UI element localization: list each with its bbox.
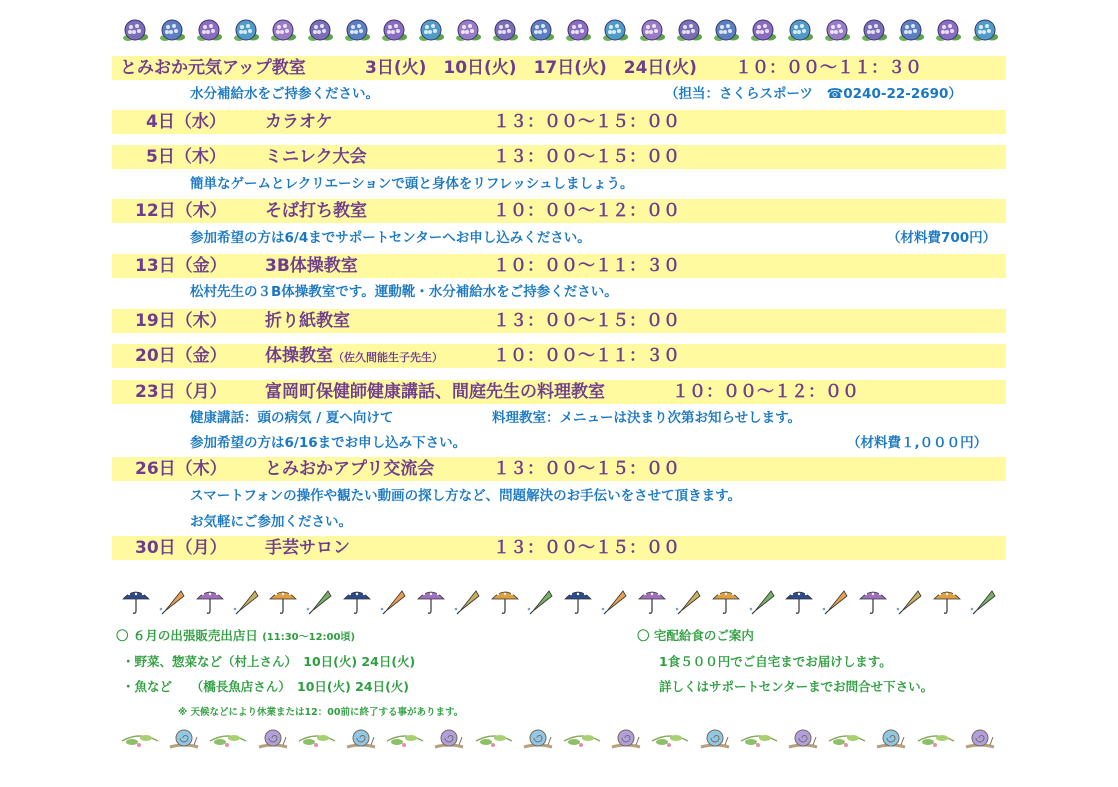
event-title: [265, 344, 443, 370]
leaf-icon: [297, 723, 337, 753]
meal-row: 詳しくはサポートセンターまでお問合せ下さい。: [659, 679, 934, 694]
snail-icon: [341, 723, 381, 753]
umbrella-icon: [231, 585, 263, 615]
umbrella-icon: [304, 585, 336, 615]
snail-icon: [164, 723, 204, 753]
event-title: ミニレク大会: [265, 147, 367, 167]
event-note: スマートフォンの操作や観たい動画の探し方など、問題解決のお手伝いをさせて頂きます。: [190, 488, 742, 504]
sales-hours: (11:30～12:00頃): [262, 632, 356, 643]
event-note: お気軽にご参加ください。: [190, 514, 352, 530]
umbrella-icon: [636, 585, 668, 615]
event-title: とみおかアプリ交流会: [265, 459, 435, 479]
event-time: １０：００～１２：００: [672, 382, 859, 402]
event-time: １０：００～１１：３０: [735, 58, 922, 78]
hydrangea-icon: [453, 17, 483, 45]
event-contact: （担当：さくらスポーツ ☎0240-22-2690）: [665, 86, 962, 102]
umbrella-icon: [857, 585, 889, 615]
sales-title: [116, 627, 355, 647]
hydrangea-icon: [194, 17, 224, 45]
hydrangea-icon: [600, 17, 630, 45]
leaf-icon: [562, 723, 602, 753]
snail-icon: [783, 723, 823, 753]
event-note: 健康講話：頭の病気 / 夏へ向けて: [190, 410, 394, 426]
leaf-icon: [474, 723, 514, 753]
event-day: 20日（金）: [135, 346, 227, 366]
event-time: １３：００～１５：００: [493, 311, 680, 331]
event-time: １３：００～１５：００: [493, 538, 680, 558]
event-title: カラオケ: [265, 112, 333, 132]
umbrella-icon: [783, 585, 815, 615]
umbrella-icon: [562, 585, 594, 615]
hydrangea-icon: [157, 17, 187, 45]
event-time: １０：００～１１：３０: [493, 346, 680, 366]
leaf-icon: [916, 723, 956, 753]
event-time: １３：００～１５：００: [493, 459, 680, 479]
snail-icon: [695, 723, 735, 753]
event-day: 26日（木）: [135, 459, 227, 479]
hydrangea-icon: [637, 17, 667, 45]
snail-icon: [606, 723, 646, 753]
hydrangea-icon: [563, 17, 593, 45]
event-day: 5日（木）: [146, 147, 226, 167]
hydrangea-icon: [970, 17, 1000, 45]
event-time: １３：００～１５：００: [493, 112, 680, 132]
sales-row: ・魚など （橋長魚店さん） 10日(火) 24日(火): [122, 679, 409, 694]
umbrella-icon: [968, 585, 1000, 615]
umbrella-icon: [820, 585, 852, 615]
leaf-icon: [385, 723, 425, 753]
leaf-icon: [208, 723, 248, 753]
umbrella-icon: [525, 585, 557, 615]
event-day: 13日（金）: [135, 256, 227, 276]
leaf-icon: [650, 723, 690, 753]
umbrella-icon: [157, 585, 189, 615]
event-note: 料理教室：メニューは決まり次第お知らせします。: [492, 410, 802, 426]
event-day: 19日（木）: [135, 311, 227, 331]
event-day: 23日（月）: [135, 382, 227, 402]
event-fee: （材料費１,０００円）: [847, 435, 988, 451]
hydrangea-icon: [785, 17, 815, 45]
event-title: 折り紙教室: [265, 311, 350, 331]
event-note: 水分補給水をご持参ください。: [190, 86, 379, 102]
hydrangea-icon: [674, 17, 704, 45]
hydrangea-icon: [526, 17, 556, 45]
umbrella-icon: [599, 585, 631, 615]
leaf-icon: [827, 723, 867, 753]
hydrangea-icon: [379, 17, 409, 45]
event-note: 松村先生の３B体操教室です。運動靴・水分補給水をご持参ください。: [190, 284, 618, 300]
event-time: １３：００～１５：００: [493, 147, 680, 167]
event-time: １０：００～１１：３０: [493, 256, 680, 276]
umbrella-icon: [747, 585, 779, 615]
hydrangea-icon: [490, 17, 520, 45]
umbrella-icon: [931, 585, 963, 615]
snail-icon: [253, 723, 293, 753]
umbrella-icon: [452, 585, 484, 615]
hydrangea-icon: [896, 17, 926, 45]
sales-title-text: 〇 ６月の出張販売出店日: [116, 628, 258, 643]
event-time: １０：００～１２：００: [493, 201, 680, 221]
event-note: 参加希望の方は6/16までお申し込み下さい。: [190, 435, 467, 451]
snail-icon: [960, 723, 1000, 753]
meal-row: 1食５００円でご自宅までお届けします。: [659, 654, 892, 669]
snail-icon: [429, 723, 469, 753]
umbrella-icon: [341, 585, 373, 615]
snail-border: [120, 722, 1000, 754]
event-title: 3B体操教室: [265, 256, 358, 276]
event-dates-genki: 3日(火) 10日(火) 17日(火) 24日(火): [365, 58, 697, 78]
umbrella-icon: [194, 585, 226, 615]
umbrella-icon: [489, 585, 521, 615]
event-name-genki: とみおか元気アップ教室: [120, 58, 306, 78]
leaf-icon: [120, 723, 160, 753]
event-day: 30日（月）: [135, 538, 227, 558]
umbrella-icon: [710, 585, 742, 615]
hydrangea-icon: [268, 17, 298, 45]
snail-icon: [871, 723, 911, 753]
hydrangea-icon: [933, 17, 963, 45]
event-fee: （材料費700円）: [887, 230, 997, 246]
sales-note: ※ 天候などにより休業または12：00前に終了する事があります。: [178, 707, 464, 718]
event-title: 手芸サロン: [265, 538, 350, 558]
umbrella-icon: [894, 585, 926, 615]
hydrangea-border: [120, 16, 1000, 46]
hydrangea-icon: [305, 17, 335, 45]
leaf-icon: [739, 723, 779, 753]
umbrella-icon: [267, 585, 299, 615]
hydrangea-icon: [711, 17, 741, 45]
hydrangea-icon: [231, 17, 261, 45]
umbrella-icon: [415, 585, 447, 615]
event-title-main: 体操教室: [265, 346, 333, 366]
umbrella-border: [120, 584, 1000, 616]
event-day: 12日（木）: [135, 201, 227, 221]
hydrangea-icon: [342, 17, 372, 45]
meal-title: 〇 宅配給食のご案内: [637, 628, 754, 643]
hydrangea-icon: [822, 17, 852, 45]
umbrella-icon: [120, 585, 152, 615]
sales-row: ・野菜、惣菜など（村上さん） 10日(火) 24日(火): [122, 654, 416, 669]
hydrangea-icon: [120, 17, 150, 45]
event-day: 4日（水）: [146, 112, 226, 132]
snail-icon: [518, 723, 558, 753]
hydrangea-icon: [748, 17, 778, 45]
hydrangea-icon: [859, 17, 889, 45]
umbrella-icon: [378, 585, 410, 615]
event-title: 富岡町保健師健康講話、間庭先生の料理教室: [265, 382, 605, 402]
event-title-sub: （佐久間能生子先生）: [333, 351, 443, 364]
event-note: 簡単なゲームとレクリエーションで頭と身体をリフレッシュしましょう。: [190, 176, 634, 192]
event-title: そば打ち教室: [265, 201, 367, 221]
umbrella-icon: [673, 585, 705, 615]
event-note: 参加希望の方は6/4までサポートセンターへお申し込みください。: [190, 230, 591, 246]
hydrangea-icon: [416, 17, 446, 45]
